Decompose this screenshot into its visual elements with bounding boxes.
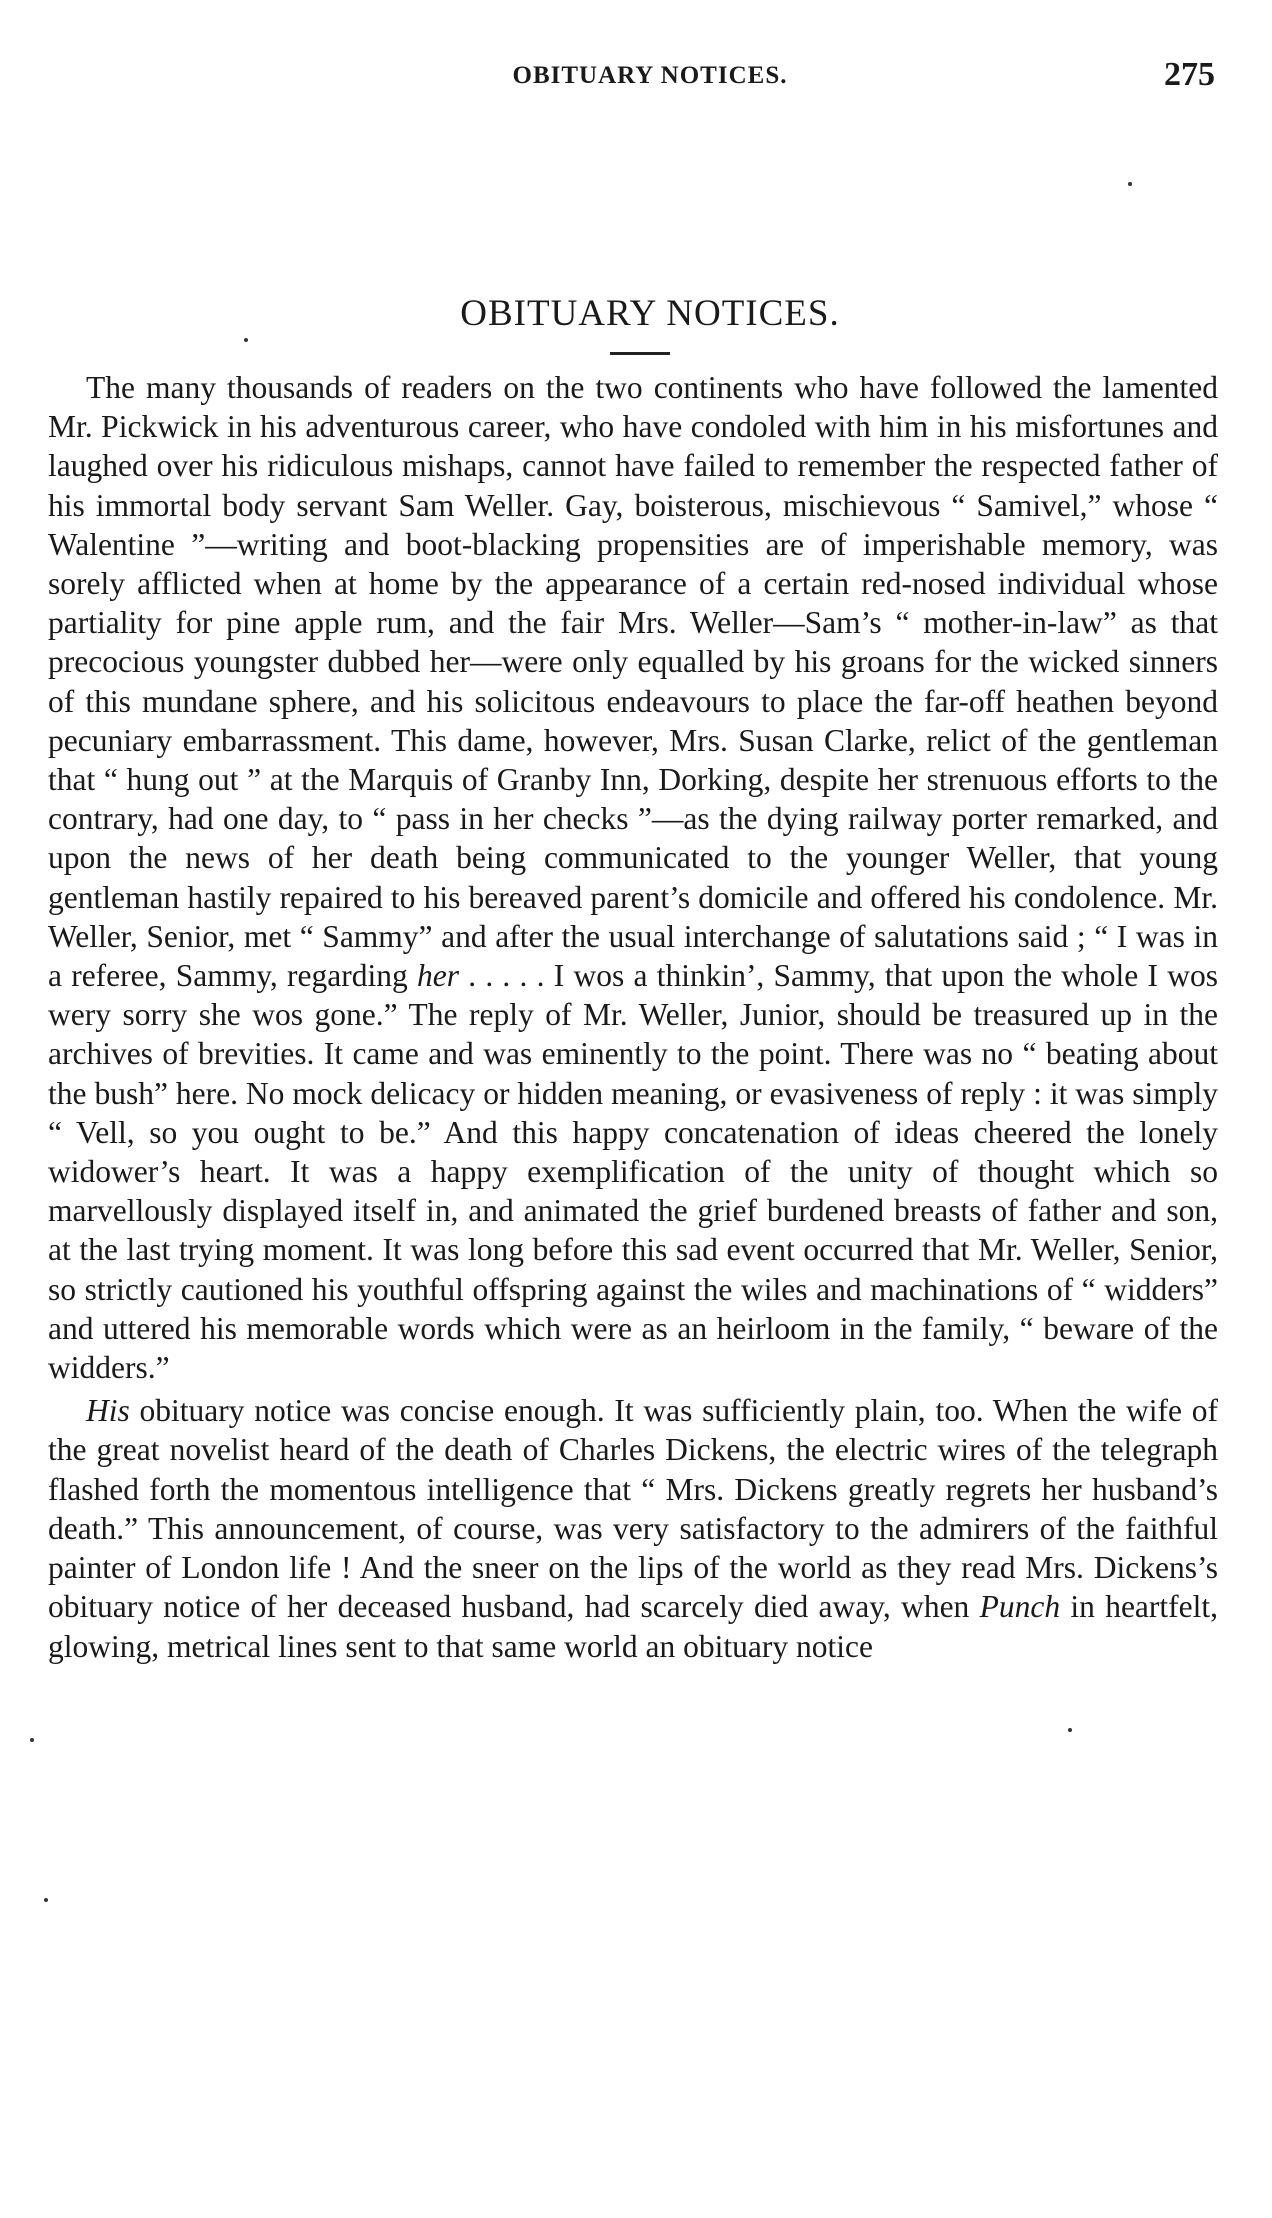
text-run: . . . . . I wos a thinkin’, Sammy, that upon the whole I wos wery sorry she wos gone.” The reply of Mr. Weller, Junior, should be treasured up in the archives of brevities. It came and was eminently to the point. There was no “ beating about the bush” here. No mock delicacy or hidden meaning, or evasiveness of reply : it was simply “ Vell, so you ought to be.” And this happy concatenation of ideas cheered the lonely widower’s heart. It was a happy exemplification of the unity of thought which so marvellously displayed itself in, and animated the grief burdened breasts of father and son, at the last trying moment. It was long before this sad event occurred that Mr. Weller, Senior, so strictly cautioned his youthful offspring against the wiles and machinations of “ widders” and uttered his memorable words which were as an heirloom in the family, “ beware of the widders.”	[48, 958, 1218, 1386]
article-title: OBITUARY NOTICES.	[460, 293, 840, 334]
print-speck	[244, 338, 248, 342]
print-speck	[1128, 182, 1132, 186]
text-run: obituary notice was concise enough. It was sufficiently plain, too. When the wife of the great novelist heard of the death of Charles Dickens, the electric wires of the telegraph flashed forth the momentous intelligence that “ Mrs. Dickens greatly regrets her husband’s death.” This announcement, of course, was very satisfactory to the admirers of the faithful painter of London life ! And the sneer on the lips of the world as they read Mrs. Dickens’s obituary notice of her deceased husband, had scarcely died away, when	[48, 1393, 1218, 1625]
text-run: in heartfelt, glowing, metrical lines sent to that same world an obituary notice	[48, 1589, 1218, 1664]
paragraph-1	[48, 368, 1218, 1387]
print-speck	[30, 1738, 34, 1742]
running-head	[85, 56, 1215, 102]
text-run: The many thousands of readers on the two continents who have followed the lamented Mr. Pickwick in his adventurous career, who have condoled with him in his misfortunes and laughed over his ridiculous mishaps, cannot have failed to remember the respected father of his immortal body servant Sam Weller. Gay, boisterous, mischievous “ Samivel,” whose “ Walentine ”—writing and boot-blacking propensities are of imperishable memory, was sorely afflicted when at home by the appearance of a certain red-nosed individual whose partiality for pine apple rum, and the fair Mrs. Weller—Sam’s “ mother-in-law” as that precocious youngster dubbed her—were only equalled by his groans for the wicked sinners of this mundane sphere, and his solicitous endeavours to place the far-off heathen beyond pecuniary embarrassment. This dame, however, Mrs. Susan Clarke, relict of the gentleman that “ hung out ” at the Marquis of Granby Inn, Dorking, despite her strenuous efforts to the contrary, had one day, to “ pass in her checks ”—as the dying railway porter remarked, and upon the news of her death being communicated to the younger Weller, that young gentleman hastily repaired to his bereaved parent’s domicile and offered his condolence. Mr. Weller, Senior, met “ Sammy” and after the usual interchange of salutations said ; “ I was in a referee, Sammy, regarding	[48, 370, 1218, 994]
print-speck	[1068, 1728, 1072, 1732]
italic-text-run: her	[416, 958, 459, 994]
running-title: OBITUARY NOTICES.	[512, 62, 788, 89]
print-speck	[44, 1898, 48, 1902]
title-rule	[610, 352, 670, 355]
article-body	[48, 368, 1218, 1666]
paragraph-2	[48, 1391, 1218, 1665]
italic-text-run: His	[86, 1393, 130, 1429]
page-number: 275	[1164, 56, 1215, 93]
italic-text-run: Punch	[979, 1589, 1061, 1625]
